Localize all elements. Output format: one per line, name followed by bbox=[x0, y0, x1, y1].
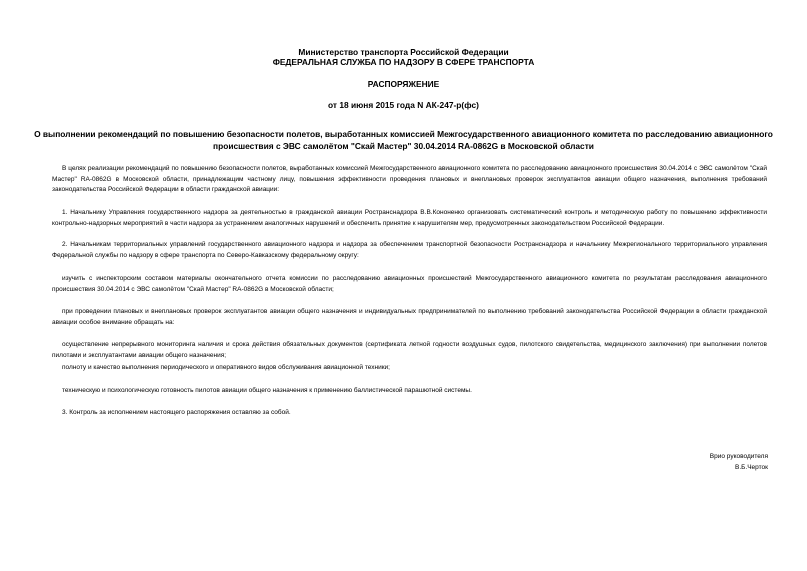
clause-2-item-monitoring: осуществление непрерывного мониторинга наличия и срока действия обязательных документов (сертификата летной годности воздушных судов, пилотского свидетельства, медицинского заключения) при выполнении полетов пилотами и эксплуатантами авиации общего назначения; bbox=[52, 341, 767, 359]
document-title: О выполнении рекомендаций по повышению безопасности полетов, выработанных комиссией Межгосударственного авиационного комитета по расследованию авиационного происшествия с ЭВС самолётом "Скай Мастер" 30.04.2014 RA-0862G в Московской области bbox=[34, 129, 773, 151]
clause-3-paragraph: 3. Контроль за исполнением настоящего распоряжения оставляю за собой. bbox=[62, 409, 291, 416]
clause-2-item-maintenance: полноту и качество выполнения периодического и оперативного видов обслуживания авиационной техники; bbox=[62, 364, 390, 371]
signatory-name: В.Б.Черток bbox=[735, 464, 768, 471]
preamble-paragraph: В целях реализации рекомендаций по повышению безопасности полетов, выработанных комиссией Межгосударственного авиационного комитета по расследованию авиационного происшествия 30.04.2014 с ЭВС самолётом "Скай Мастер" RA-0862G в Московской области, принадлежащим частному лицу, повышения эффективности проведения плановых и внеплановых проверок эксплуатантов авиации общего назначения, выполнения требований законодательства Российской Федерации в области гражданской авиации: bbox=[52, 165, 767, 194]
document-date-number: от 18 июня 2015 года N АК-247-р(фс) bbox=[328, 100, 479, 110]
document-type: РАСПОРЯЖЕНИЕ bbox=[367, 79, 440, 89]
ministry-name: Министерство транспорта Российской Федерации bbox=[298, 47, 509, 57]
clause-2-paragraph: 2. Начальникам территориальных управлений государственного авиационного надзора и надзора за обеспечением транспортной безопасности Ространснадзора и начальнику Межрегионального территориального управления Федеральной службы по надзору в сфере транспорта по Северо-Кавказскому федеральному округу: bbox=[52, 241, 767, 259]
signatory-position: Врио руководителя bbox=[709, 453, 768, 460]
clause-2-item-parachute: техническую и психологическую готовность пилотов авиации общего назначения к применению баллистической парашютной системы. bbox=[62, 387, 472, 394]
clause-1-paragraph: 1. Начальнику Управления государственного надзора за деятельностью в гражданской авиации Ространснадзора В.В.Кононенко организовать систематический контроль и методическую работу по повышению эффективности контрольно-надзорных мероприятий в части надзора за устранением аналогичных нарушений и обеспечить принятие к нарушителям мер, предусмотренных законодательством Российской Федерации. bbox=[52, 209, 767, 227]
service-name: ФЕДЕРАЛЬНАЯ СЛУЖБА ПО НАДЗОРУ В СФЕРЕ ТРАНСПОРТА bbox=[272, 57, 535, 67]
clause-2-item-inspections: при проведении плановых и внеплановых проверок эксплуатантов авиации общего назначения и индивидуальных предпринимателей по выполнению требований законодательства Российской Федерации в области гражданской авиации особое внимание обращать на: bbox=[52, 308, 767, 326]
clause-2-item-study: изучить с инспекторским составом материалы окончательного отчета комиссии по расследованию авиационных происшествий Межгосударственного авиационного комитета по результатам расследования авиационного происшествия 30.04.2014 с ЭВС самолётом "Скай Мастер" RA-0862G в Московской области; bbox=[52, 275, 767, 293]
